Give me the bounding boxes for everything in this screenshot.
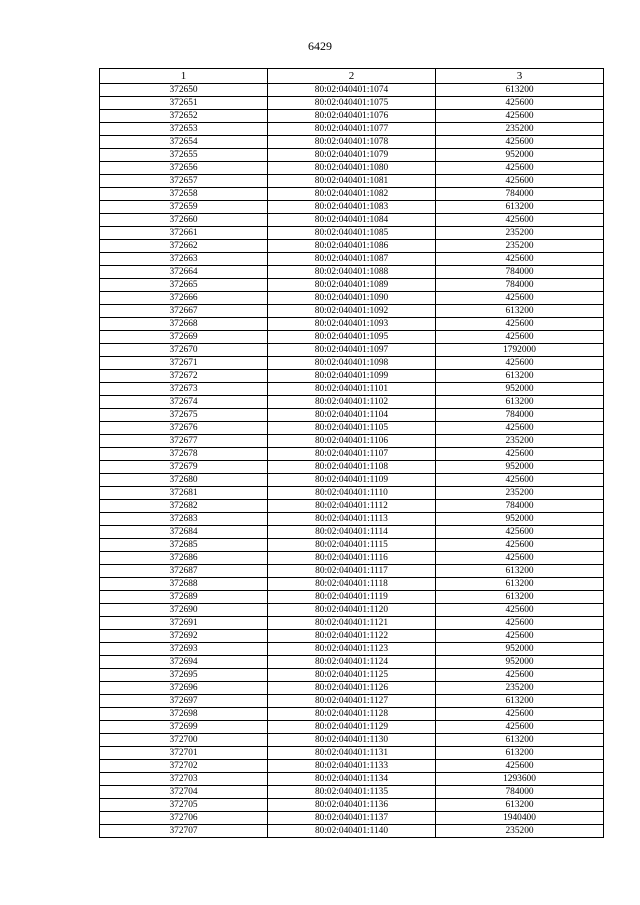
table-row — [100, 240, 604, 253]
value-cell: 235200 — [436, 435, 604, 448]
cadastral-number-cell: 80:02:040401:1140 — [268, 825, 436, 838]
row-number-cell: 372673 — [100, 383, 268, 396]
cadastral-number-cell: 80:02:040401:1127 — [268, 695, 436, 708]
row-number-cell: 372697 — [100, 695, 268, 708]
value-cell: 784000 — [436, 266, 604, 279]
cadastral-number-cell: 80:02:040401:1083 — [268, 201, 436, 214]
cadastral-number-cell: 80:02:040401:1124 — [268, 656, 436, 669]
cadastral-number-cell: 80:02:040401:1105 — [268, 422, 436, 435]
row-number-cell: 372700 — [100, 734, 268, 747]
cadastral-number-cell: 80:02:040401:1087 — [268, 253, 436, 266]
value-cell: 613200 — [436, 565, 604, 578]
table-row — [100, 266, 604, 279]
table-row — [100, 409, 604, 422]
table-row — [100, 617, 604, 630]
table-row — [100, 175, 604, 188]
table-row — [100, 708, 604, 721]
table-row — [100, 578, 604, 591]
header-row — [100, 69, 604, 84]
table-row — [100, 630, 604, 643]
cadastral-number-cell: 80:02:040401:1107 — [268, 448, 436, 461]
column-header-3: 3 — [436, 69, 604, 84]
cadastral-number-cell: 80:02:040401:1136 — [268, 799, 436, 812]
table-row — [100, 227, 604, 240]
cadastral-number-cell: 80:02:040401:1077 — [268, 123, 436, 136]
value-cell: 613200 — [436, 201, 604, 214]
cadastral-number-cell: 80:02:040401:1079 — [268, 149, 436, 162]
table-row — [100, 149, 604, 162]
table-header — [100, 69, 604, 84]
table-row — [100, 396, 604, 409]
row-number-cell: 372687 — [100, 565, 268, 578]
value-cell: 784000 — [436, 188, 604, 201]
table-row — [100, 383, 604, 396]
table-row — [100, 84, 604, 97]
table-row — [100, 487, 604, 500]
cadastral-number-cell: 80:02:040401:1122 — [268, 630, 436, 643]
table-row — [100, 500, 604, 513]
cadastral-number-cell: 80:02:040401:1074 — [268, 84, 436, 97]
row-number-cell: 372699 — [100, 721, 268, 734]
value-cell: 613200 — [436, 370, 604, 383]
row-number-cell: 372688 — [100, 578, 268, 591]
cadastral-number-cell: 80:02:040401:1118 — [268, 578, 436, 591]
table-row — [100, 474, 604, 487]
cadastral-number-cell: 80:02:040401:1084 — [268, 214, 436, 227]
row-number-cell: 372692 — [100, 630, 268, 643]
table-row — [100, 760, 604, 773]
row-number-cell: 372702 — [100, 760, 268, 773]
value-cell: 425600 — [436, 448, 604, 461]
table-row — [100, 539, 604, 552]
table-row — [100, 448, 604, 461]
row-number-cell: 372684 — [100, 526, 268, 539]
row-number-cell: 372685 — [100, 539, 268, 552]
cadastral-number-cell: 80:02:040401:1133 — [268, 760, 436, 773]
cadastral-number-cell: 80:02:040401:1135 — [268, 786, 436, 799]
row-number-cell: 372662 — [100, 240, 268, 253]
table-row — [100, 461, 604, 474]
row-number-cell: 372672 — [100, 370, 268, 383]
row-number-cell: 372656 — [100, 162, 268, 175]
table-row — [100, 422, 604, 435]
row-number-cell: 372676 — [100, 422, 268, 435]
table-body — [100, 84, 604, 838]
value-cell: 1293600 — [436, 773, 604, 786]
value-cell: 425600 — [436, 760, 604, 773]
row-number-cell: 372665 — [100, 279, 268, 292]
cadastral-number-cell: 80:02:040401:1098 — [268, 357, 436, 370]
row-number-cell: 372651 — [100, 97, 268, 110]
row-number-cell: 372695 — [100, 669, 268, 682]
cadastral-number-cell: 80:02:040401:1076 — [268, 110, 436, 123]
cadastral-number-cell: 80:02:040401:1131 — [268, 747, 436, 760]
row-number-cell: 372704 — [100, 786, 268, 799]
value-cell: 613200 — [436, 84, 604, 97]
value-cell: 235200 — [436, 682, 604, 695]
row-number-cell: 372671 — [100, 357, 268, 370]
value-cell: 784000 — [436, 500, 604, 513]
row-number-cell: 372691 — [100, 617, 268, 630]
value-cell: 784000 — [436, 409, 604, 422]
table-row — [100, 669, 604, 682]
value-cell: 613200 — [436, 305, 604, 318]
table-row — [100, 110, 604, 123]
row-number-cell: 372686 — [100, 552, 268, 565]
row-number-cell: 372663 — [100, 253, 268, 266]
cadastral-number-cell: 80:02:040401:1130 — [268, 734, 436, 747]
row-number-cell: 372658 — [100, 188, 268, 201]
value-cell: 425600 — [436, 136, 604, 149]
cadastral-number-cell: 80:02:040401:1110 — [268, 487, 436, 500]
row-number-cell: 372668 — [100, 318, 268, 331]
value-cell: 613200 — [436, 578, 604, 591]
value-cell: 425600 — [436, 526, 604, 539]
value-cell: 613200 — [436, 799, 604, 812]
table-row — [100, 526, 604, 539]
row-number-cell: 372680 — [100, 474, 268, 487]
value-cell: 425600 — [436, 422, 604, 435]
cadastral-number-cell: 80:02:040401:1090 — [268, 292, 436, 305]
row-number-cell: 372667 — [100, 305, 268, 318]
table-row — [100, 97, 604, 110]
table-row — [100, 721, 604, 734]
table-row — [100, 318, 604, 331]
cadastral-number-cell: 80:02:040401:1097 — [268, 344, 436, 357]
value-cell: 784000 — [436, 279, 604, 292]
cadastral-number-cell: 80:02:040401:1112 — [268, 500, 436, 513]
table-row — [100, 604, 604, 617]
value-cell: 425600 — [436, 357, 604, 370]
cadastral-number-cell: 80:02:040401:1116 — [268, 552, 436, 565]
table-row — [100, 799, 604, 812]
cadastral-number-cell: 80:02:040401:1113 — [268, 513, 436, 526]
cadastral-number-cell: 80:02:040401:1080 — [268, 162, 436, 175]
row-number-cell: 372670 — [100, 344, 268, 357]
row-number-cell: 372679 — [100, 461, 268, 474]
cadastral-number-cell: 80:02:040401:1117 — [268, 565, 436, 578]
value-cell: 613200 — [436, 747, 604, 760]
row-number-cell: 372689 — [100, 591, 268, 604]
cadastral-number-cell: 80:02:040401:1086 — [268, 240, 436, 253]
value-cell: 425600 — [436, 162, 604, 175]
cadastral-number-cell: 80:02:040401:1121 — [268, 617, 436, 630]
row-number-cell: 372683 — [100, 513, 268, 526]
value-cell: 952000 — [436, 656, 604, 669]
table-row — [100, 305, 604, 318]
row-number-cell: 372701 — [100, 747, 268, 760]
value-cell: 235200 — [436, 240, 604, 253]
row-number-cell: 372675 — [100, 409, 268, 422]
cadastral-number-cell: 80:02:040401:1123 — [268, 643, 436, 656]
table-row — [100, 786, 604, 799]
cadastral-number-cell: 80:02:040401:1114 — [268, 526, 436, 539]
value-cell: 425600 — [436, 474, 604, 487]
data-table — [99, 68, 604, 838]
cadastral-number-cell: 80:02:040401:1119 — [268, 591, 436, 604]
table-row — [100, 695, 604, 708]
table-row — [100, 656, 604, 669]
cadastral-number-cell: 80:02:040401:1106 — [268, 435, 436, 448]
table-row — [100, 812, 604, 825]
value-cell: 784000 — [436, 786, 604, 799]
table-row — [100, 123, 604, 136]
row-number-cell: 372659 — [100, 201, 268, 214]
cadastral-number-cell: 80:02:040401:1102 — [268, 396, 436, 409]
cadastral-number-cell: 80:02:040401:1078 — [268, 136, 436, 149]
cadastral-number-cell: 80:02:040401:1093 — [268, 318, 436, 331]
table-row — [100, 591, 604, 604]
row-number-cell: 372674 — [100, 396, 268, 409]
row-number-cell: 372664 — [100, 266, 268, 279]
row-number-cell: 372707 — [100, 825, 268, 838]
cadastral-number-cell: 80:02:040401:1115 — [268, 539, 436, 552]
value-cell: 613200 — [436, 591, 604, 604]
row-number-cell: 372694 — [100, 656, 268, 669]
value-cell: 425600 — [436, 617, 604, 630]
value-cell: 425600 — [436, 539, 604, 552]
table-row — [100, 188, 604, 201]
cadastral-number-cell: 80:02:040401:1095 — [268, 331, 436, 344]
cadastral-number-cell: 80:02:040401:1085 — [268, 227, 436, 240]
table-row — [100, 331, 604, 344]
row-number-cell: 372678 — [100, 448, 268, 461]
value-cell: 952000 — [436, 513, 604, 526]
cadastral-number-cell: 80:02:040401:1101 — [268, 383, 436, 396]
value-cell: 952000 — [436, 383, 604, 396]
table-row — [100, 162, 604, 175]
row-number-cell: 372660 — [100, 214, 268, 227]
cadastral-number-cell: 80:02:040401:1108 — [268, 461, 436, 474]
value-cell: 425600 — [436, 721, 604, 734]
table-row — [100, 825, 604, 838]
table-row — [100, 279, 604, 292]
row-number-cell: 372661 — [100, 227, 268, 240]
row-number-cell: 372669 — [100, 331, 268, 344]
row-number-cell: 372703 — [100, 773, 268, 786]
table-row — [100, 292, 604, 305]
cadastral-number-cell: 80:02:040401:1082 — [268, 188, 436, 201]
value-cell: 613200 — [436, 734, 604, 747]
table-row — [100, 734, 604, 747]
row-number-cell: 372693 — [100, 643, 268, 656]
value-cell: 952000 — [436, 643, 604, 656]
table-row — [100, 344, 604, 357]
table-row — [100, 435, 604, 448]
value-cell: 425600 — [436, 708, 604, 721]
value-cell: 425600 — [436, 175, 604, 188]
cadastral-number-cell: 80:02:040401:1137 — [268, 812, 436, 825]
cadastral-number-cell: 80:02:040401:1089 — [268, 279, 436, 292]
row-number-cell: 372706 — [100, 812, 268, 825]
table-row — [100, 565, 604, 578]
value-cell: 425600 — [436, 214, 604, 227]
row-number-cell: 372682 — [100, 500, 268, 513]
row-number-cell: 372650 — [100, 84, 268, 97]
value-cell: 613200 — [436, 396, 604, 409]
cadastral-number-cell: 80:02:040401:1088 — [268, 266, 436, 279]
value-cell: 235200 — [436, 123, 604, 136]
row-number-cell: 372666 — [100, 292, 268, 305]
column-header-1: 1 — [100, 69, 268, 84]
value-cell: 425600 — [436, 97, 604, 110]
cadastral-number-cell: 80:02:040401:1104 — [268, 409, 436, 422]
table-row — [100, 682, 604, 695]
table-row — [100, 357, 604, 370]
value-cell: 235200 — [436, 227, 604, 240]
value-cell: 425600 — [436, 331, 604, 344]
value-cell: 425600 — [436, 669, 604, 682]
value-cell: 613200 — [436, 695, 604, 708]
table-row — [100, 136, 604, 149]
table-row — [100, 747, 604, 760]
row-number-cell: 372657 — [100, 175, 268, 188]
table-row — [100, 201, 604, 214]
row-number-cell: 372705 — [100, 799, 268, 812]
row-number-cell: 372655 — [100, 149, 268, 162]
value-cell: 952000 — [436, 149, 604, 162]
table-row — [100, 370, 604, 383]
cadastral-number-cell: 80:02:040401:1109 — [268, 474, 436, 487]
value-cell: 425600 — [436, 630, 604, 643]
value-cell: 1940400 — [436, 812, 604, 825]
cadastral-number-cell: 80:02:040401:1129 — [268, 721, 436, 734]
cadastral-number-cell: 80:02:040401:1099 — [268, 370, 436, 383]
value-cell: 425600 — [436, 110, 604, 123]
row-number-cell: 372652 — [100, 110, 268, 123]
row-number-cell: 372681 — [100, 487, 268, 500]
cadastral-number-cell: 80:02:040401:1120 — [268, 604, 436, 617]
value-cell: 1792000 — [436, 344, 604, 357]
row-number-cell: 372654 — [100, 136, 268, 149]
row-number-cell: 372677 — [100, 435, 268, 448]
cadastral-number-cell: 80:02:040401:1075 — [268, 97, 436, 110]
table-row — [100, 773, 604, 786]
row-number-cell: 372698 — [100, 708, 268, 721]
value-cell: 235200 — [436, 487, 604, 500]
row-number-cell: 372696 — [100, 682, 268, 695]
cadastral-number-cell: 80:02:040401:1126 — [268, 682, 436, 695]
value-cell: 425600 — [436, 552, 604, 565]
value-cell: 425600 — [436, 253, 604, 266]
cadastral-number-cell: 80:02:040401:1092 — [268, 305, 436, 318]
table-row — [100, 552, 604, 565]
value-cell: 425600 — [436, 318, 604, 331]
table-row — [100, 643, 604, 656]
column-header-2: 2 — [268, 69, 436, 84]
table-row — [100, 253, 604, 266]
row-number-cell: 372690 — [100, 604, 268, 617]
cadastral-number-cell: 80:02:040401:1134 — [268, 773, 436, 786]
row-number-cell: 372653 — [100, 123, 268, 136]
cadastral-number-cell: 80:02:040401:1081 — [268, 175, 436, 188]
table-row — [100, 513, 604, 526]
page-number: 6429 — [308, 39, 332, 53]
table-row — [100, 214, 604, 227]
value-cell: 952000 — [436, 461, 604, 474]
cadastral-number-cell: 80:02:040401:1125 — [268, 669, 436, 682]
cadastral-number-cell: 80:02:040401:1128 — [268, 708, 436, 721]
value-cell: 425600 — [436, 292, 604, 305]
value-cell: 235200 — [436, 825, 604, 838]
value-cell: 425600 — [436, 604, 604, 617]
